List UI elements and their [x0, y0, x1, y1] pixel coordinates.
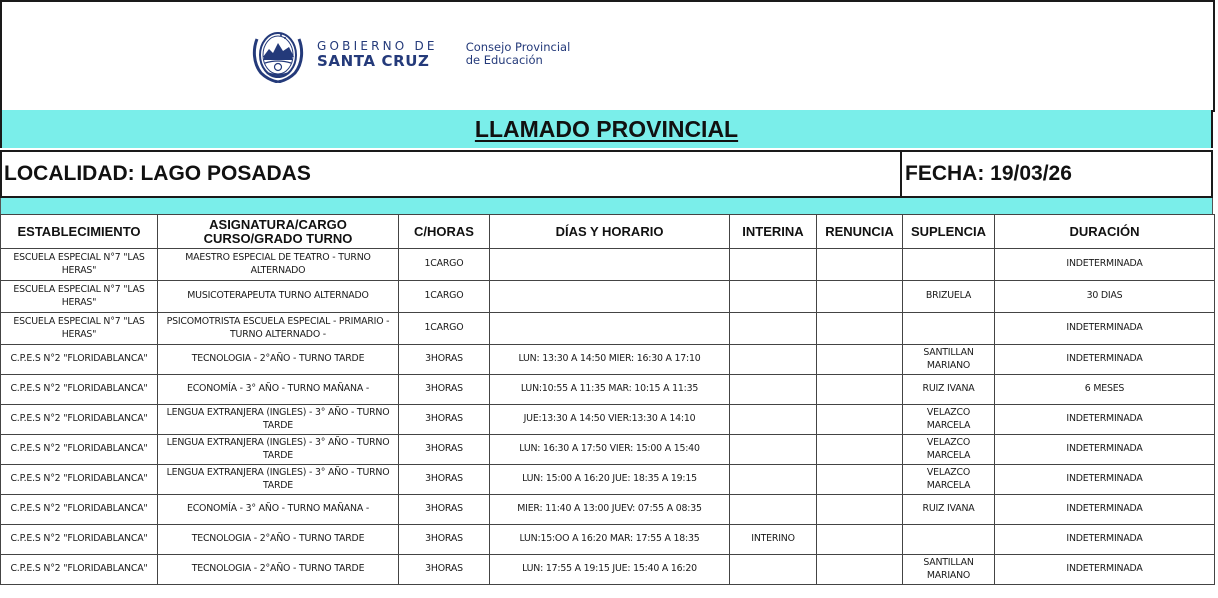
cell-c-horas[interactable]: 3HORAS [399, 435, 490, 465]
cell-suplencia[interactable] [903, 525, 995, 555]
cell-interina[interactable] [730, 281, 817, 313]
logo-header-box [0, 0, 1215, 112]
table-row [1, 313, 1215, 345]
cell-dias-horario[interactable]: LUN: 13:30 A 14:50 MIER: 16:30 A 17:10 [490, 345, 730, 375]
table-row [1, 281, 1215, 313]
table-body [1, 249, 1215, 585]
cell-asignatura[interactable]: PSICOMOTRISTA ESCUELA ESPECIAL - PRIMARIO - TURNO ALTERNADO - [158, 313, 399, 345]
cell-establecimiento[interactable]: ESCUELA ESPECIAL N°7 "LAS HERAS" [1, 281, 158, 313]
cell-renuncia[interactable] [817, 281, 903, 313]
table-row [1, 375, 1215, 405]
cell-interina[interactable] [730, 313, 817, 345]
cell-renuncia[interactable] [817, 405, 903, 435]
cell-renuncia[interactable] [817, 525, 903, 555]
cell-suplencia[interactable]: SANTILLAN MARIANO [903, 555, 995, 585]
cell-interina[interactable] [730, 345, 817, 375]
cell-establecimiento[interactable]: ESCUELA ESPECIAL N°7 "LAS HERAS" [1, 249, 158, 281]
cell-asignatura[interactable]: LENGUA EXTRANJERA (INGLES) - 3° AÑO - TURNO TARDE [158, 435, 399, 465]
cell-asignatura[interactable]: TECNOLOGIA - 2°AÑO - TURNO TARDE [158, 555, 399, 585]
col-header-suplencia[interactable]: SUPLENCIA [903, 215, 995, 249]
cell-duracion[interactable]: 30 DIAS [995, 281, 1215, 313]
cell-suplencia[interactable]: BRIZUELA [903, 281, 995, 313]
cell-interina[interactable] [730, 495, 817, 525]
cell-dias-horario[interactable]: JUE:13:30 A 14:50 VIER:13:30 A 14:10 [490, 405, 730, 435]
cell-interina[interactable] [730, 435, 817, 465]
cell-dias-horario[interactable]: LUN: 15:00 A 16:20 JUE: 18:35 A 19:15 [490, 465, 730, 495]
cell-establecimiento[interactable]: ESCUELA ESPECIAL N°7 "LAS HERAS" [1, 313, 158, 345]
cell-renuncia[interactable] [817, 375, 903, 405]
cell-establecimiento[interactable]: C.P.E.S N°2 "FLORIDABLANCA" [1, 465, 158, 495]
cell-dias-horario[interactable]: MIER: 11:40 A 13:00 JUEV: 07:55 A 08:35 [490, 495, 730, 525]
cell-establecimiento[interactable]: C.P.E.S N°2 "FLORIDABLANCA" [1, 375, 158, 405]
cell-duracion[interactable]: INDETERMINADA [995, 555, 1215, 585]
cell-dias-horario[interactable]: LUN: 16:30 A 17:50 VIER: 15:00 A 15:40 [490, 435, 730, 465]
cell-interina[interactable]: INTERINO [730, 525, 817, 555]
cell-renuncia[interactable] [817, 313, 903, 345]
cell-duracion[interactable]: INDETERMINADA [995, 249, 1215, 281]
cell-suplencia[interactable]: VELAZCO MARCELA [903, 465, 995, 495]
santa-cruz-text: SANTA CRUZ [317, 51, 430, 70]
separator-strip [0, 198, 1213, 214]
col-header-establecimiento[interactable]: ESTABLECIMIENTO [1, 215, 158, 249]
col-header-c-horas[interactable]: C/HORAS [399, 215, 490, 249]
cell-asignatura[interactable]: ECONOMÍA - 3° AÑO - TURNO MAÑANA - [158, 495, 399, 525]
cell-interina[interactable] [730, 375, 817, 405]
cell-suplencia[interactable]: VELAZCO MARCELA [903, 405, 995, 435]
cell-duracion[interactable]: INDETERMINADA [995, 525, 1215, 555]
cell-establecimiento[interactable]: C.P.E.S N°2 "FLORIDABLANCA" [1, 555, 158, 585]
col-header-dias-horario[interactable]: DÍAS Y HORARIO [490, 215, 730, 249]
cell-renuncia[interactable] [817, 435, 903, 465]
cell-c-horas[interactable]: 3HORAS [399, 405, 490, 435]
col-header-asignatura-line2: CURSO/GRADO TURNO [203, 230, 353, 246]
cell-c-horas[interactable]: 3HORAS [399, 345, 490, 375]
cell-suplencia[interactable]: VELAZCO MARCELA [903, 435, 995, 465]
cell-dias-horario[interactable] [490, 313, 730, 345]
cell-dias-horario[interactable]: LUN:10:55 A 11:35 MAR: 10:15 A 11:35 [490, 375, 730, 405]
location-date-row [0, 150, 1213, 198]
fecha-text: FECHA: 19/03/26 [905, 162, 1072, 185]
cell-c-horas[interactable]: 3HORAS [399, 375, 490, 405]
localidad-cell[interactable] [2, 152, 902, 196]
consejo-wordmark [466, 41, 571, 66]
cell-duracion[interactable]: INDETERMINADA [995, 313, 1215, 345]
cell-renuncia[interactable] [817, 465, 903, 495]
cell-interina[interactable] [730, 555, 817, 585]
table-row [1, 525, 1215, 555]
cell-establecimiento[interactable]: C.P.E.S N°2 "FLORIDABLANCA" [1, 525, 158, 555]
cell-establecimiento[interactable]: C.P.E.S N°2 "FLORIDABLANCA" [1, 405, 158, 435]
cell-dias-horario[interactable]: LUN:15:OO A 16:20 MAR: 17:55 A 18:35 [490, 525, 730, 555]
cell-establecimiento[interactable]: C.P.E.S N°2 "FLORIDABLANCA" [1, 345, 158, 375]
col-header-renuncia[interactable]: RENUNCIA [817, 215, 903, 249]
cell-dias-horario[interactable] [490, 249, 730, 281]
cell-asignatura[interactable]: LENGUA EXTRANJERA (INGLES) - 3° AÑO - TURNO TARDE [158, 465, 399, 495]
cell-duracion[interactable]: 6 MESES [995, 375, 1215, 405]
cell-c-horas[interactable]: 3HORAS [399, 555, 490, 585]
santa-cruz-crest-icon [251, 25, 305, 83]
gobierno-de-text: GOBIERNO DE [317, 38, 438, 53]
col-header-interina[interactable]: INTERINA [730, 215, 817, 249]
consejo-line2: de Educación [465, 53, 543, 67]
table-row [1, 465, 1215, 495]
cell-asignatura[interactable]: MAESTRO ESPECIAL DE TEATRO - TURNO ALTERNADO [158, 249, 399, 281]
localidad-text: LOCALIDAD: LAGO POSADAS [4, 162, 311, 185]
cell-c-horas[interactable]: 1CARGO [399, 281, 490, 313]
cell-c-horas[interactable]: 3HORAS [399, 495, 490, 525]
table-row [1, 405, 1215, 435]
cell-asignatura[interactable]: TECNOLOGIA - 2°AÑO - TURNO TARDE [158, 345, 399, 375]
cell-dias-horario[interactable] [490, 281, 730, 313]
cell-duracion[interactable]: INDETERMINADA [995, 465, 1215, 495]
col-header-asignatura-line1: ASIGNATURA/CARGO [209, 216, 347, 232]
government-logo [251, 24, 570, 84]
cell-dias-horario[interactable]: LUN: 17:55 A 19:15 JUE: 15:40 A 16:20 [490, 555, 730, 585]
table-row [1, 555, 1215, 585]
cell-interina[interactable] [730, 405, 817, 435]
page-title: LLAMADO PROVINCIAL [474, 115, 739, 142]
cell-renuncia[interactable] [817, 345, 903, 375]
cell-suplencia[interactable] [903, 313, 995, 345]
col-header-asignatura[interactable] [158, 215, 399, 249]
cell-interina[interactable] [730, 465, 817, 495]
cell-asignatura[interactable]: TECNOLOGIA - 2°AÑO - TURNO TARDE [158, 525, 399, 555]
cell-renuncia[interactable] [817, 249, 903, 281]
table-header-row [1, 215, 1215, 249]
table-row [1, 345, 1215, 375]
cell-c-horas[interactable]: 1CARGO [399, 313, 490, 345]
cell-asignatura[interactable]: LENGUA EXTRANJERA (INGLES) - 3° AÑO - TURNO TARDE [158, 405, 399, 435]
cell-c-horas[interactable]: 1CARGO [399, 249, 490, 281]
cell-renuncia[interactable] [817, 495, 903, 525]
table-row [1, 435, 1215, 465]
table-row [1, 495, 1215, 525]
vacancies-table [0, 214, 1215, 585]
cell-suplencia[interactable]: RUIZ IVANA [903, 495, 995, 525]
cell-duracion[interactable]: INDETERMINADA [995, 405, 1215, 435]
cell-asignatura[interactable]: ECONOMÍA - 3° AÑO - TURNO MAÑANA - [158, 375, 399, 405]
consejo-line1: Consejo Provincial [465, 40, 571, 55]
title-band [0, 110, 1213, 148]
cell-establecimiento[interactable]: C.P.E.S N°2 "FLORIDABLANCA" [1, 435, 158, 465]
cell-interina[interactable] [730, 249, 817, 281]
cell-suplencia[interactable] [903, 249, 995, 281]
cell-establecimiento[interactable]: C.P.E.S N°2 "FLORIDABLANCA" [1, 495, 158, 525]
gobierno-wordmark [317, 40, 438, 69]
col-header-duracion[interactable]: DURACIÓN [995, 215, 1215, 249]
cell-asignatura[interactable]: MUSICOTERAPEUTA TURNO ALTERNADO [158, 281, 399, 313]
cell-c-horas[interactable]: 3HORAS [399, 525, 490, 555]
cell-renuncia[interactable] [817, 555, 903, 585]
table-row [1, 249, 1215, 281]
cell-suplencia[interactable]: SANTILLAN MARIANO [903, 345, 995, 375]
cell-c-horas[interactable]: 3HORAS [399, 465, 490, 495]
fecha-cell[interactable] [902, 152, 1211, 196]
cell-duracion[interactable]: INDETERMINADA [995, 345, 1215, 375]
cell-duracion[interactable]: INDETERMINADA [995, 495, 1215, 525]
cell-duracion[interactable]: INDETERMINADA [995, 435, 1215, 465]
cell-suplencia[interactable]: RUIZ IVANA [903, 375, 995, 405]
